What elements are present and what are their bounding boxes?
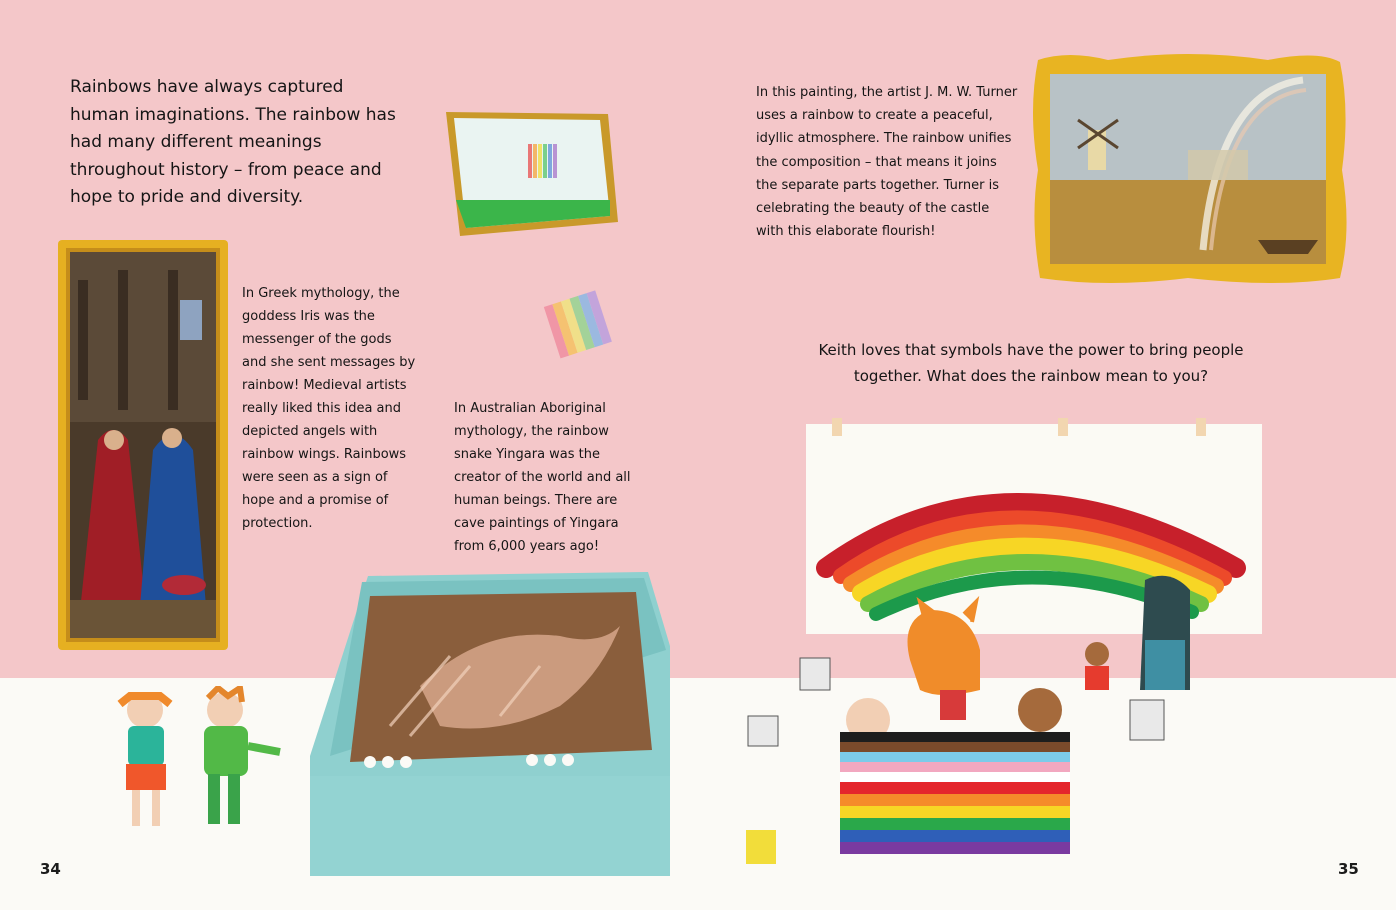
page-number-left: 34 (40, 860, 61, 878)
pride-flag (840, 732, 1070, 854)
page-number-right: 35 (1338, 860, 1359, 878)
keith-question: Keith loves that symbols have the power to bring people together. What does the rainbow mean to you? (818, 341, 1244, 385)
children-viewers (100, 686, 300, 836)
intro-paragraph: Rainbows have always captured human imaginations. The rainbow has had many different meanings throughout history – from peace and hope to pride and diversity. (70, 77, 396, 207)
greek-mythology-paragraph: In Greek mythology, the goddess Iris was the messenger of the gods and she sent messages by rainbow! Medieval artists really liked this idea and depicted angels with rainbow wings. Rainbows were seen as a sign of hope and a promise of protection. (242, 286, 416, 531)
display-case-cave-painting (300, 566, 690, 892)
turner-painting (1028, 50, 1348, 288)
small-framed-rainbow-picture (440, 104, 620, 244)
annunciation-painting (58, 240, 228, 650)
turner-paragraph: In this painting, the artist J. M. W. Turner uses a rainbow to create a peaceful, idyllic atmosphere. The rainbow unifies the composition – that means it joins the separate parts together. Turner is celebrating the beauty of the castle with this elaborate flourish! (756, 85, 1018, 240)
children-painting-group (740, 560, 1190, 890)
aboriginal-mythology-paragraph: In Australian Aboriginal mythology, the rainbow snake Yingara was the creator of the world and all human beings. There are cave paintings of Yingara from 6,000 years ago! (454, 401, 631, 554)
rainbow-smudge (538, 280, 638, 360)
